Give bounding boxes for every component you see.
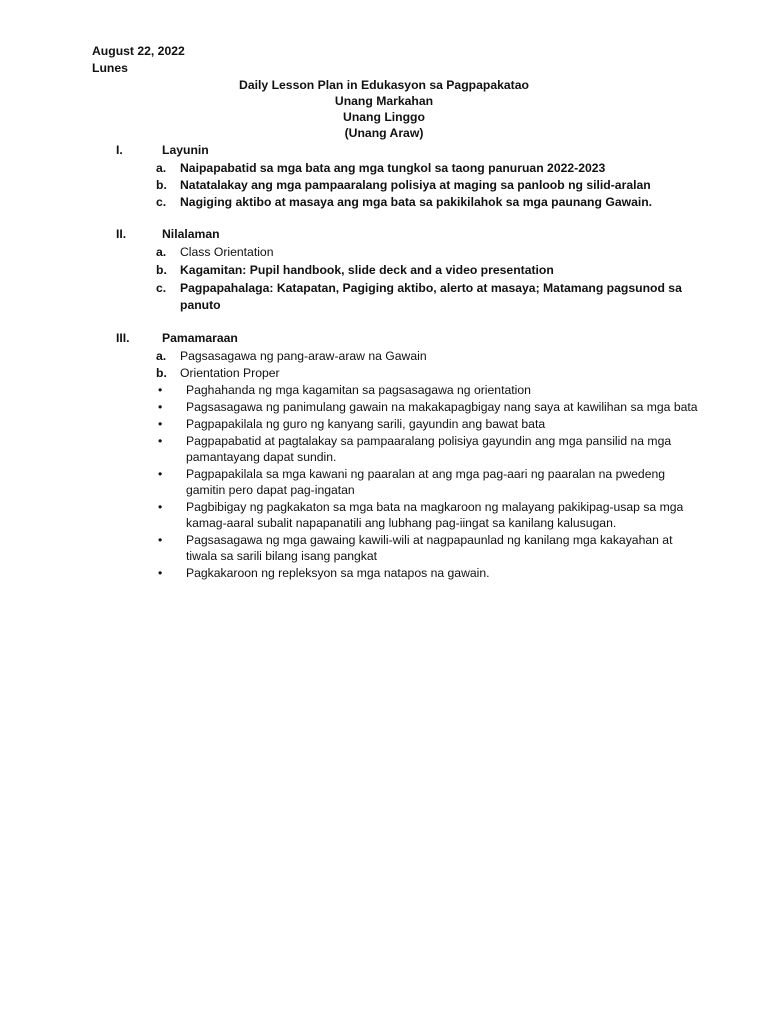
bullet-icon: • [158, 500, 163, 514]
list-item: Pagsasagawa ng pang-araw-araw na Gawain [180, 349, 427, 363]
document-day: Lunes [92, 61, 128, 75]
list-marker: a. [156, 245, 167, 259]
bullet-item-continuation: tiwala sa sarili bilang isang pangkat [186, 549, 378, 563]
list-marker: b. [156, 178, 167, 192]
bullet-icon: • [158, 383, 163, 397]
bullet-icon: • [158, 533, 163, 547]
bullet-item: Pagpapakilala ng guro ng kanyang sarili, gayundin ang bawat bata [186, 417, 546, 431]
section-heading: Layunin [162, 143, 209, 157]
section-numeral: II. [116, 227, 127, 241]
bullet-icon: • [158, 467, 163, 481]
bullet-icon: • [158, 434, 163, 448]
list-item: Pagpapahalaga: Katapatan, Pagiging aktibo, alerto at masaya; Matamang pagsunod sa [180, 281, 682, 295]
section-numeral: I. [116, 143, 123, 157]
list-item-continuation: panuto [180, 298, 221, 312]
bullet-item: Pagbibigay ng pagkakaton sa mga bata na magkaroon ng malayang pakikipag-usap sa mga [186, 500, 684, 514]
list-marker: b. [156, 263, 167, 277]
bullet-item-continuation: gamitin pero dapat pag-ingatan [186, 483, 355, 497]
bullet-item: Pagkakaroon ng repleksyon sa mga natapos na gawain. [186, 566, 490, 580]
document-subtitle-week: Unang Linggo [343, 110, 425, 124]
section-heading: Nilalaman [162, 227, 220, 241]
document-subtitle-quarter: Unang Markahan [334, 94, 434, 108]
bullet-item: Pagpapakilala sa mga kawani ng paaralan at ang mga pag-aari ng paaralan na pwedeng [186, 467, 666, 481]
bullet-icon: • [158, 417, 163, 431]
bullet-item: Pagsasagawa ng mga gawaing kawili-wili at nagpapaunlad ng kanilang mga kakayahan at [186, 533, 673, 547]
list-item: Kagamitan: Pupil handbook, slide deck and a video presentation [180, 263, 554, 277]
document-date: August 22, 2022 [92, 44, 185, 58]
list-marker: c. [156, 195, 167, 209]
bullet-item-continuation: kamag-aaral subalit napapanatili ang lubhang pag-iingat sa kanilang kalusugan. [186, 516, 617, 530]
list-marker: c. [156, 281, 167, 295]
bullet-icon: • [158, 566, 163, 580]
document-subtitle-day: (Unang Araw) [344, 126, 424, 140]
bullet-item: Pagsasagawa ng panimulang gawain na makakapagbigay nang saya at kawilihan sa mga bata [186, 400, 698, 414]
section-numeral: III. [116, 331, 130, 345]
bullet-item-continuation: pamantayang dapat sundin. [186, 450, 337, 464]
list-item: Orientation Proper [180, 366, 280, 380]
bullet-icon: • [158, 400, 163, 414]
list-item: Natatalakay ang mga pampaaralang polisiya at maging sa panloob ng silid-aralan [180, 178, 651, 192]
bullet-item: Paghahanda ng mga kagamitan sa pagsasagawa ng orientation [186, 383, 531, 397]
list-marker: a. [156, 161, 167, 175]
list-marker: a. [156, 349, 167, 363]
list-item: Class Orientation [180, 245, 274, 259]
section-heading: Pamamaraan [162, 331, 238, 345]
list-item: Naipapabatid sa mga bata ang mga tungkol sa taong panuruan 2022-2023 [180, 161, 606, 175]
list-marker: b. [156, 366, 167, 380]
bullet-item: Pagpapabatid at pagtalakay sa pampaaralang polisiya gayundin ang mga pansilid na mga [186, 434, 672, 448]
list-item: Nagiging aktibo at masaya ang mga bata sa pakikilahok sa mga paunang Gawain. [180, 195, 653, 209]
document-title: Daily Lesson Plan in Edukasyon sa Pagpapakatao [239, 78, 529, 92]
